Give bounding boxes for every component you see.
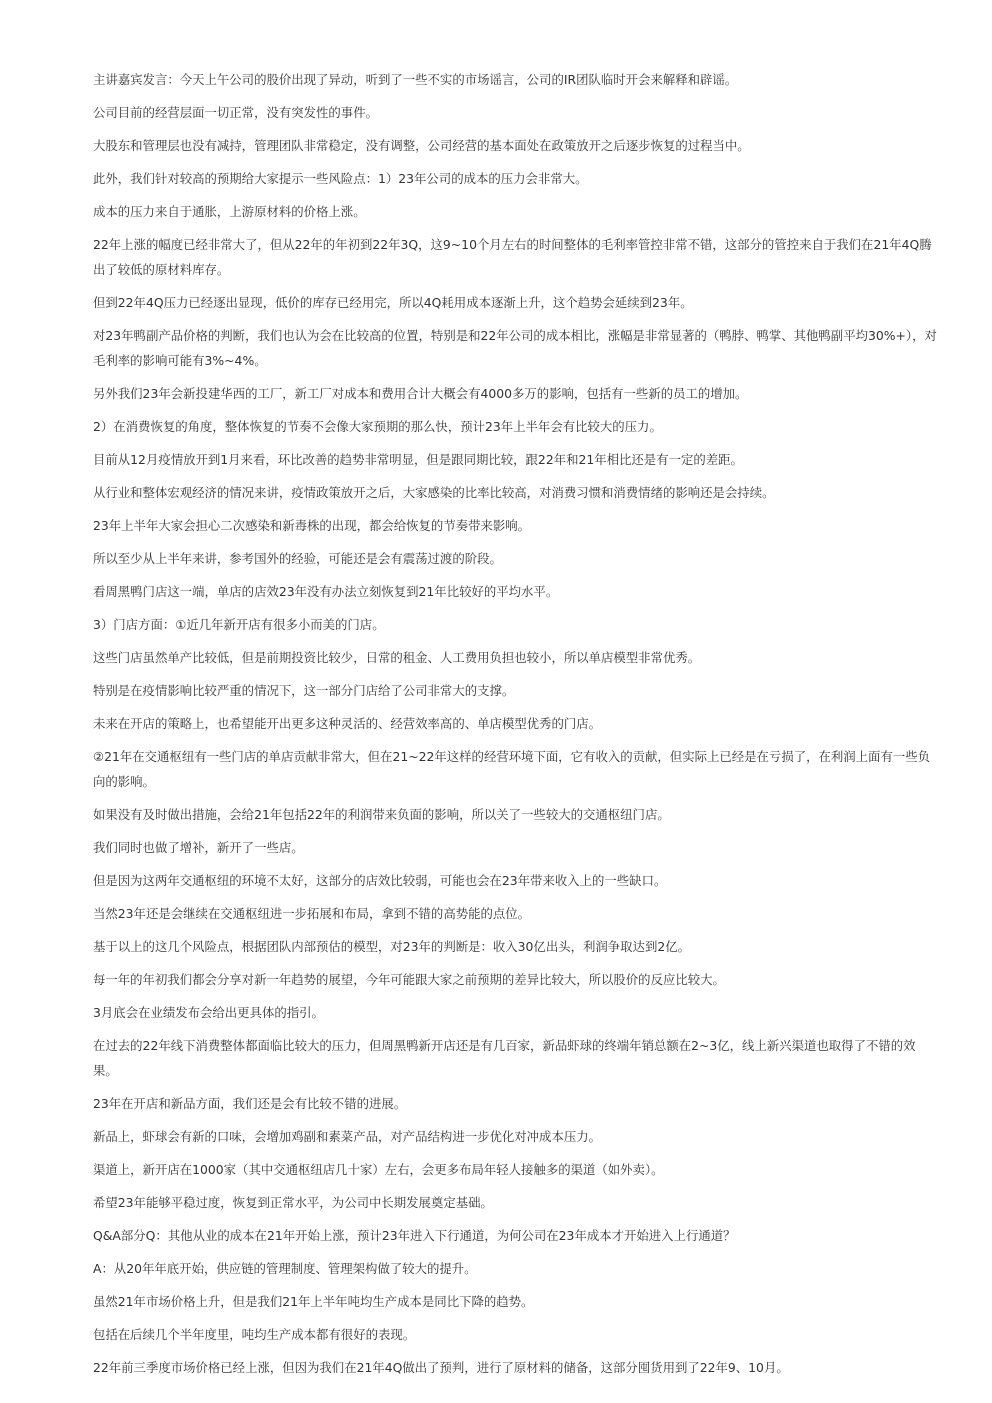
paragraph: 另外我们23年会新投建华西的工厂，新工厂对成本和费用合计大概会有4000多万的影响，包括有一些新的员工的增加。 [93,386,748,401]
paragraph: 3月底会在业绩发布会给出更具体的指引。 [93,1005,324,1020]
paragraph: 这些门店虽然单产比较低，但是前期投资比较少，日常的租金、人工费用负担也较小，所以单店模型非常优秀。 [93,650,701,665]
paragraph: 特别是在疫情影响比较严重的情况下，这一部分门店给了公司非常大的支撑。 [93,683,515,698]
paragraph: 包括在后续几个半年度里，吨均生产成本都有很好的表现。 [93,1327,416,1342]
paragraph: A：从20年年底开始，供应链的管理制度、管理架构做了较大的提升。 [93,1261,477,1276]
paragraph: 看周黑鸭门店这一端，单店的店效23年没有办法立刻恢复到21年比较好的平均水平。 [93,584,559,599]
paragraph: 未来在开店的策略上，也希望能开出更多这种灵活的、经营效率高的、单店模型优秀的门店。 [93,716,602,731]
paragraph: 当然23年还是会继续在交通枢纽进一步拓展和布局，拿到不错的高势能的点位。 [93,906,531,921]
paragraph: 目前从12月疫情放开到1月来看，环比改善的趋势非常明显，但是跟同期比较，跟22年和21年相比还是有一定的差距。 [93,452,743,467]
paragraph: 对23年鸭副产品价格的判断，我们也认为会在比较高的位置，特别是和22年公司的成本相比，涨幅是非常显著的（鸭脖、鸭掌、其他鸭副平均30%+），对毛利率的影响可能有3%~4%。 [93,328,937,368]
paragraph: 成本的压力来自于通胀，上游原材料的价格上涨。 [93,204,366,219]
paragraph: 渠道上，新开店在1000家（其中交通枢纽店几十家）左右，会更多布局年轻人接触多的渠道（如外卖）。 [93,1162,664,1177]
paragraph: 我们同时也做了增补，新开了一些店。 [93,840,304,855]
paragraph: 从行业和整体宏观经济的情况来讲，疫情政策放开之后，大家感染的比率比较高，对消费习惯和消费情绪的影响还是会持续。 [93,485,775,500]
paragraph: 每一年的年初我们都会分享对新一年趋势的展望，今年可能跟大家之前预期的差异比较大，所以股价的反应比较大。 [93,972,725,987]
paragraph: 22年前三季度市场价格已经上涨，但因为我们在21年4Q做出了预判，进行了原材料的储备，这部分囤货用到了22年9、10月。 [93,1360,789,1375]
paragraph: 此外，我们针对较高的预期给大家提示一些风险点：1）23年公司的成本的压力会非常大。 [93,171,588,186]
paragraph: ②21年在交通枢纽有一些门店的单店贡献非常大，但在21~22年这样的经营环境下面，它有收入的贡献，但实际上已经是在亏损了，在利润上面有一些负向的影响。 [93,749,931,789]
paragraph: 23年上半年大家会担心二次感染和新毒株的出现，都会给恢复的节奏带来影响。 [93,518,531,533]
paragraph: 虽然21年市场价格上升，但是我们21年上半年吨均生产成本是同比下降的趋势。 [93,1294,534,1309]
document-body [93,67,939,1388]
paragraph: 但到22年4Q压力已经逐出显现，低价的库存已经用完，所以4Q耗用成本逐渐上升，这个趋势会延续到23年。 [93,295,693,310]
paragraph: 基于以上的这几个风险点，根据团队内部预估的模型，对23年的判断是：收入30亿出头，利润争取达到2亿。 [93,939,690,954]
paragraph: 22年上涨的幅度已经非常大了，但从22年的年初到22年3Q，这9~10个月左右的时间整体的毛利率管控非常不错，这部分的管控来自于我们在21年4Q腾出了较低的原材料库存。 [93,237,932,277]
paragraph: 2）在消费恢复的角度，整体恢复的节奏不会像大家预期的那么快，预计23年上半年会有比较大的压力。 [93,419,662,434]
paragraph: 希望23年能够平稳过度，恢复到正常水平，为公司中长期发展奠定基础。 [93,1195,493,1210]
paragraph: 主讲嘉宾发言：今天上午公司的股价出现了异动，听到了一些不实的市场谣言，公司的IR团队临时开会来解释和辟谣。 [93,72,738,87]
paragraph: 新品上，虾球会有新的口味，会增加鸡副和素菜产品，对产品结构进一步优化对冲成本压力。 [93,1129,602,1144]
paragraph: 公司目前的经营层面一切正常，没有突发性的事件。 [93,105,378,120]
paragraph: 3）门店方面：①近几年新开店有很多小而美的门店。 [93,617,385,632]
paragraph: 大股东和管理层也没有减持，管理团队非常稳定，没有调整，公司经营的基本面处在政策放开之后逐步恢复的过程当中。 [93,138,750,153]
paragraph: 但是因为这两年交通枢纽的环境不太好，这部分的店效比较弱，可能也会在23年带来收入上的一些缺口。 [93,873,667,888]
paragraph: Q&A部分Q：其他从业的成本在21年开始上涨，预计23年进入下行通道，为何公司在23年成本才开始进入上行通道？ [93,1228,736,1243]
paragraph: 在过去的22年线下消费整体都面临比较大的压力，但周黑鸭新开店还是有几百家，新品虾球的终端年销总额在2~3亿，线上新兴渠道也取得了不错的效果。 [93,1038,916,1078]
paragraph: 所以至少从上半年来讲，参考国外的经验，可能还是会有震荡过渡的阶段。 [93,551,502,566]
paragraph: 23年在开店和新品方面，我们还是会有比较不错的进展。 [93,1096,407,1111]
paragraph: 如果没有及时做出措施，会给21年包括22年的利润带来负面的影响，所以关了一些较大的交通枢纽门店。 [93,807,670,822]
